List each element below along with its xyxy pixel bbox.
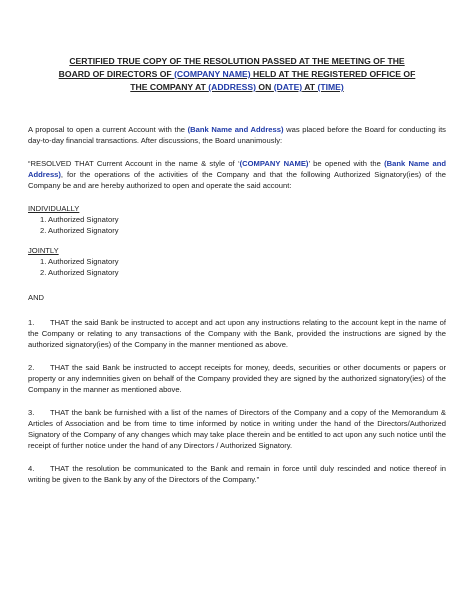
clause-4	[28, 463, 446, 485]
title-line-2a: BOARD OF DIRECTORS OF	[58, 69, 175, 79]
resolved-company: (COMPANY NAME)	[239, 159, 309, 168]
intro-paragraph	[28, 124, 446, 146]
title-line-3a: THE COMPANY AT	[130, 82, 209, 92]
title-address: (ADDRESS)	[208, 82, 257, 92]
clause-2	[28, 362, 446, 395]
clause-number: 4.	[28, 464, 35, 473]
intro-text-b: was placed before the Board for conducting its day-to-day financial transactions. After discussions, the Board unanimously:	[28, 125, 446, 145]
clause-number: 1.	[28, 318, 35, 327]
jointly-list	[28, 256, 446, 278]
clause-3	[28, 407, 446, 451]
and-label: AND	[28, 293, 45, 302]
jointly-heading: JOINTLY	[28, 246, 59, 255]
title-line-3b: ON	[256, 82, 274, 92]
clause-text: THAT the said Bank be instructed to accept receipts for money, deeds, securities or other documents or papers or property or any indemnities given on behalf of the Company provided they are signed by the authorized signatory(ies) of the Company in the manner as mentioned above.	[28, 363, 446, 394]
resolved-bank: (Bank Name and Address)	[28, 159, 446, 179]
clause-text: THAT the bank be furnished with a list of the names of Directors of the Company and a copy of the Memorandum & Articles of Association and be from time to time informed by notice in writing under the hand of the Directors/Authorized Signatory of the Company of any changes which may take place therein and be entitled to act upon any such notice until the receipt of further notice under the hand of any Directors / Authorized Signatory.	[28, 408, 446, 450]
resolved-text-b: ’ be opened with the	[308, 159, 385, 168]
list-item: 2. Authorized Signatory	[40, 268, 119, 277]
title-time: (TIME)	[317, 82, 344, 92]
resolution-body	[28, 124, 446, 485]
list-item: 2. Authorized Signatory	[40, 226, 119, 235]
clause-number: 2.	[28, 363, 35, 372]
list-item: 1. Authorized Signatory	[40, 257, 119, 266]
title-line-1: CERTIFIED TRUE COPY OF THE RESOLUTION PASSED AT THE MEETING OF THE	[69, 56, 405, 66]
clause-text: THAT the resolution be communicated to the Bank and remain in force until duly rescinded and notice thereof in writing be given to the Bank by any of the Directors of the Company.”	[28, 464, 446, 484]
title-line-3c: AT	[302, 82, 318, 92]
resolution-title	[40, 55, 434, 94]
resolved-paragraph	[28, 158, 446, 191]
resolved-text-a: “RESOLVED THAT Current Account in the name & style of ‘	[28, 159, 240, 168]
clause-1	[28, 317, 446, 350]
title-company-name: (COMPANY NAME)	[174, 69, 251, 79]
individually-heading: INDIVIDUALLY	[28, 204, 80, 213]
title-line-2b: HELD AT THE REGISTERED OFFICE OF	[250, 69, 416, 79]
intro-bank: (Bank Name and Address)	[187, 125, 284, 134]
title-date: (DATE)	[273, 82, 303, 92]
clause-text: THAT the said Bank be instructed to accept and act upon any instructions relating to the account kept in the name of the Company or relating to any transactions of the Company with the Bank, provided the instructions are signed by the authorized signatory(ies) of the Company in the manner mentioned as above.	[28, 318, 446, 349]
individually-list	[28, 214, 446, 236]
resolved-text-c: , for the operations of the activities of the Company and that the following Authorized Signatory(ies) of the Company be and are hereby authorized to open and operate the said account:	[28, 170, 446, 190]
list-item: 1. Authorized Signatory	[40, 215, 119, 224]
clause-number: 3.	[28, 408, 35, 417]
intro-text-a: A proposal to open a current Account with the	[28, 125, 188, 134]
